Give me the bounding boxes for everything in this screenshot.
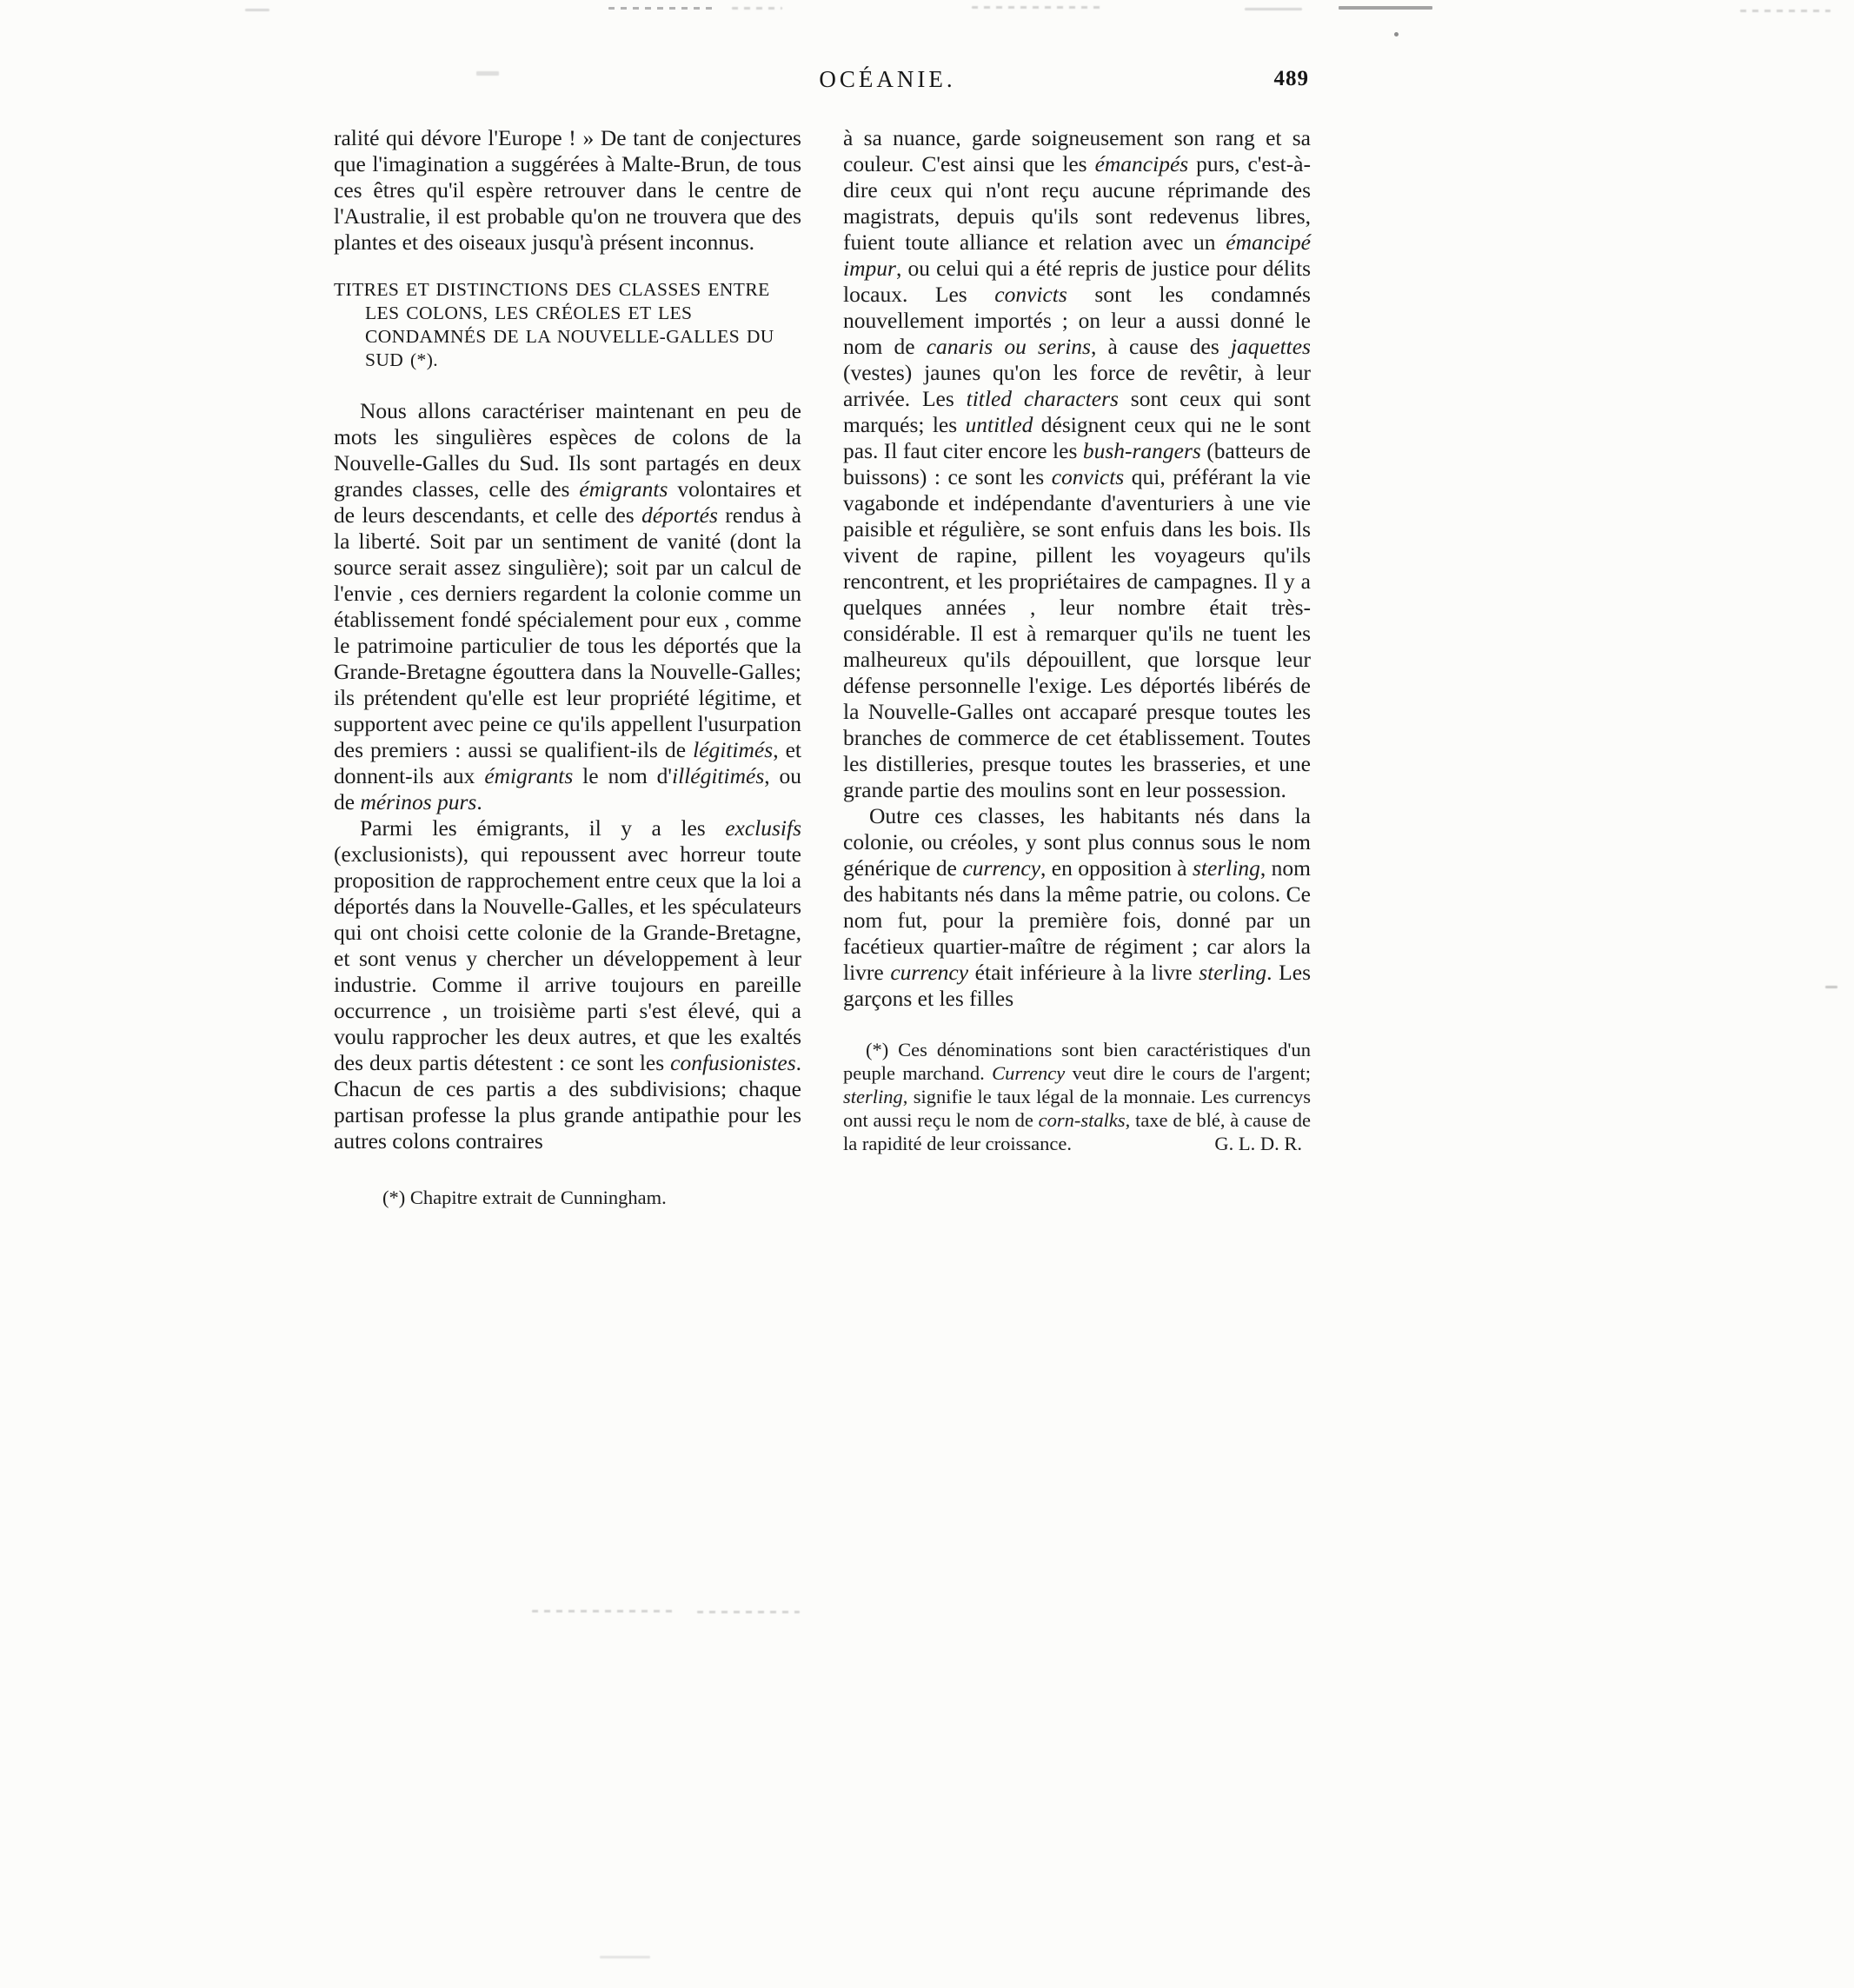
- scan-artifact: [697, 1611, 800, 1613]
- paragraph: [334, 125, 801, 256]
- text-run: , taxe de blé, à cause de la rapidité de leur croissance.: [843, 1109, 1311, 1154]
- italic-run: émigrants: [484, 763, 574, 788]
- text-run: ralité qui dévore l'Europe ! » De tant de conjectures que l'imagination a suggérées à Malte-Brun, de tous ces êtres qu'il espère retrouver dans le centre de l'Australie, il est probable qu'on ne trouvera que des plantes et des oiseaux jusqu'à présent inconnus.: [334, 125, 801, 255]
- italic-run: sterling: [1199, 960, 1267, 985]
- text-run: . Les garçons et les filles: [843, 960, 1311, 1011]
- italic-run: sterling: [1193, 855, 1260, 881]
- text-run: Parmi les émigrants, il y a les: [360, 815, 726, 841]
- text-run: (*) Chapitre extrait de Cunningham.: [382, 1187, 667, 1208]
- right-column: [843, 125, 1311, 1155]
- paragraph: [334, 815, 801, 1154]
- scan-artifact: [245, 9, 269, 11]
- text-run: (*) Ces dénominations sont bien caractéristiques d'un peuple marchand.: [843, 1039, 1311, 1084]
- text-run: à sa nuance, garde soigneusement son rang et sa couleur. C'est ainsi que les: [843, 125, 1311, 176]
- italic-run: émancipés: [1094, 151, 1189, 176]
- italic-run: titled characters: [966, 386, 1119, 411]
- italic-run: jaquettes: [1230, 334, 1311, 359]
- italic-run: convicts: [1051, 464, 1125, 489]
- text-run: , ou celui qui a été repris de justice pour délits locaux. Les: [843, 256, 1311, 307]
- scan-artifact: [1825, 986, 1837, 988]
- italic-run: émancipé impur: [843, 229, 1311, 281]
- text-run: TITRES ET DISTINCTIONS DES CLASSES ENTRE LES COLONS, LES CRÉOLES ET LES CONDAMNÉS DE LA NOUVELLE-GALLES DU SUD (*).: [334, 279, 774, 370]
- text-run: rendus à la liberté. Soit par un sentiment de vanité (dont la source serait assez singulière); soit par un calcul de l'envie , ces derniers regardent la colonie comme un établissement fondé spécialement pour eux , comme le patrimoine particulier de tous les déportés que la Grande-Bretagne égouttera dans la Nouvelle-Galles; ils prétendent qu'elle est leur propriété légitime, et supportent avec peine ce qu'ils appellent l'usurpation des premiers : aussi se qualifient-ils de: [334, 502, 801, 762]
- paragraph: [843, 125, 1311, 803]
- text-run: purs, c'est-à-dire ceux qui n'ont reçu aucune réprimande des magistrats, depuis qu'ils sont redevenus libres, fuient toute alliance et relation avec un: [843, 151, 1311, 255]
- text-run: . Chacun de ces partis a des subdivisions; chaque partisan professe la plus grande antipathie pour les autres colons contraires: [334, 1050, 801, 1154]
- text-run: qui, préférant la vie vagabonde et indépendante d'aventuriers à une vie paisible et régulière, se sont enfuis dans les bois. Ils vivent de rapine, pillent les voyageurs qu'ils rencontrent, et les propriétaires de campagnes. Il y a quelques années , leur nombre était très-considérable. Il est à remarquer qu'ils ne tuent les malheureux qu'ils dépouillent, que lorsque leur défense personnelle l'exige. Les déportés libérés de la Nouvelle-Galles ont accaparé presque toutes les branches de commerce de cet établissement. Toutes les distilleries, presque toutes les brasseries, et une grande partie des moulins sont en leur possession.: [843, 464, 1312, 802]
- italic-run: bush-rangers: [1082, 438, 1201, 463]
- italic-run: currency: [962, 855, 1041, 881]
- scan-artifact: [1339, 6, 1432, 10]
- left-column: [334, 125, 801, 1209]
- text-run: .: [476, 789, 482, 814]
- text-run: était inférieure à la livre: [968, 960, 1199, 985]
- scan-artifact: [600, 1956, 650, 1958]
- text-run: désignent ceux qui ne le sont pas. Il faut citer encore les: [843, 412, 1311, 463]
- text-run: G. L. D. R.: [1214, 1133, 1302, 1154]
- text-run: (vestes) jaunes qu'on les force de revêtir, à leur arrivée. Les: [843, 360, 1311, 411]
- paragraph: [334, 398, 801, 815]
- section-heading: [334, 278, 801, 372]
- scan-artifact: [732, 7, 782, 10]
- italic-run: convicts: [994, 282, 1067, 307]
- running-head: OCÉANIE.: [819, 66, 956, 92]
- text-run: le nom d': [573, 763, 673, 788]
- paragraph: [843, 803, 1311, 1012]
- text-run: , ou de: [334, 763, 801, 814]
- scan-artifact: [532, 1610, 678, 1612]
- scan-artifact: [972, 6, 1102, 9]
- text-run: , à cause des: [1090, 334, 1231, 359]
- text-run: volontaires et de leurs descendants, et celle des: [334, 476, 801, 528]
- italic-run: exclusifs: [725, 815, 801, 841]
- italic-run: Currency: [992, 1062, 1066, 1084]
- scan-artifact: [1740, 10, 1831, 12]
- text-run: Nous allons caractériser maintenant en peu de mots les singulières espèces de colons de la Nouvelle-Galles du Sud. Ils sont partagés en deux grandes classes, celle des: [334, 398, 801, 502]
- page-header: [334, 66, 1311, 104]
- text-run: sont les condamnés nouvellement importés ; on leur a aussi donné le nom de: [843, 282, 1311, 359]
- italic-run: déportés: [641, 502, 718, 528]
- page-content: [334, 66, 1311, 1209]
- text-run: , et donnent-ils aux: [334, 737, 801, 788]
- page-number: 489: [1273, 67, 1309, 90]
- scan-artifact: [608, 7, 714, 10]
- text-run: veut dire le cours de l'argent;: [1065, 1062, 1312, 1084]
- text-run: (batteurs de buissons) : ce sont les: [843, 438, 1311, 489]
- text-run: (exclusionists), qui repoussent avec horreur toute proposition de rapprochement entre ceux que la loi a déportés dans la Nouvelle-Galles, et les spéculateurs qui ont choisi cette colonie de la Grande-Bretagne, et sont venus y chercher un développement à leur industrie. Comme il arrive toujours en pareille occurrence , un troisième parti s'est élevé, qui a voulu rapprocher les deux autres, et que les exaltés des deux partis détestent : ce sont les: [334, 841, 801, 1075]
- italic-run: canaris ou serins: [926, 334, 1091, 359]
- italic-run: untitled: [965, 412, 1033, 437]
- italic-run: illégitimés: [672, 763, 765, 788]
- text-run: , nom des habitants nés dans la même patrie, ou colons. Ce nom fut, pour la première fois, donné par un facétieux quartier-maître de régiment ; car alors la livre: [843, 855, 1312, 985]
- text-run: , signifie le taux légal de la monnaie. Les currencys ont aussi reçu le nom de: [843, 1086, 1311, 1131]
- italic-run: émigrants: [579, 476, 668, 502]
- text-run: Outre ces classes, les habitants nés dans la colonie, ou créoles, y sont plus connus sous le nom générique de: [843, 803, 1311, 881]
- scan-artifact: [1245, 8, 1302, 10]
- italic-run: sterling: [843, 1086, 903, 1107]
- italic-run: currency: [890, 960, 969, 985]
- text-run: , en opposition à: [1040, 855, 1193, 881]
- two-column-text: [334, 125, 1311, 1209]
- italic-run: mérinos purs: [360, 789, 477, 814]
- scan-artifact: [1394, 32, 1399, 37]
- text-run: sont ceux qui sont marqués; les: [843, 386, 1312, 437]
- footnote: [334, 1186, 801, 1209]
- italic-run: confusionistes: [670, 1050, 796, 1075]
- italic-run: légitimés: [693, 737, 774, 762]
- italic-run: corn-stalks: [1038, 1109, 1126, 1131]
